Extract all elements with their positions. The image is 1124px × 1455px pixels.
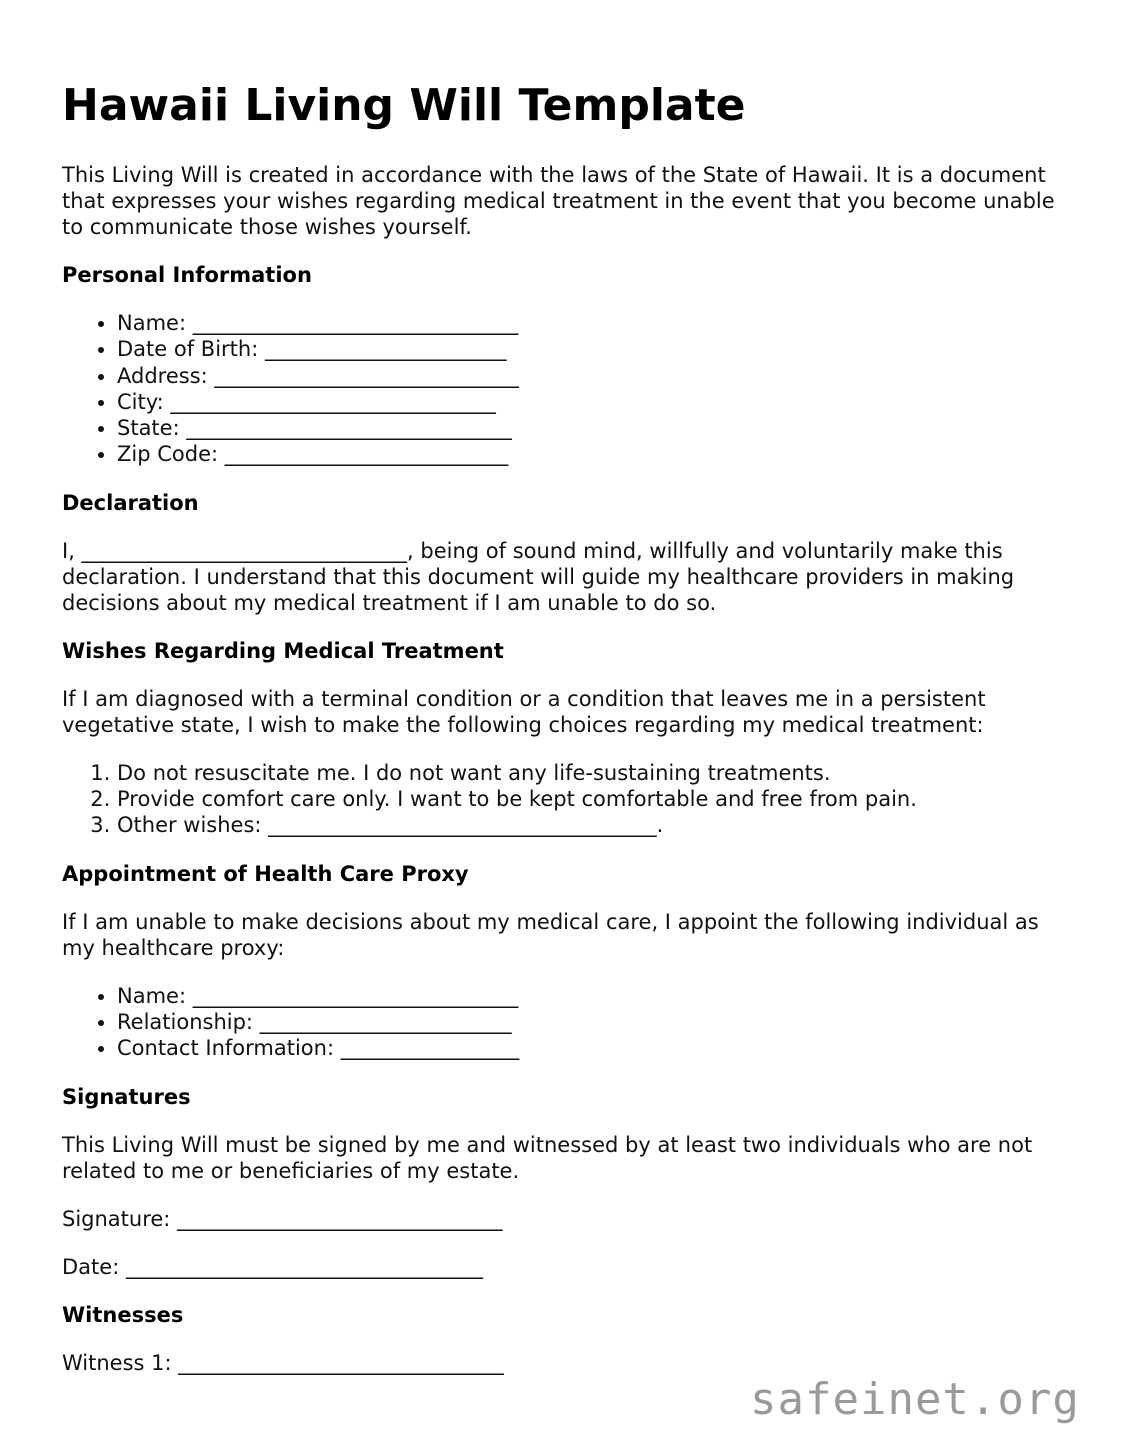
declaration-heading: Declaration <box>62 490 199 515</box>
intro-paragraph: This Living Will is created in accordance with the laws of the State of Hawaii. It is a document that expresses your wishes regarding medical treatment in the event that you become unable to communicate those wishes yourself. <box>62 163 1055 239</box>
declaration-paragraph: I, _______________________________, being of sound mind, willfully and voluntarily make this declaration. I understand that this document will guide my healthcare providers in making decisions about my medical treatment if I am unable to do so. <box>62 538 1015 615</box>
witness-1-line: Witness 1: _______________________________ <box>62 1350 504 1375</box>
signature-line: Signature: _______________________________ <box>62 1206 503 1231</box>
list-item: 3. Other wishes: _____________________________________. <box>117 812 1062 838</box>
list-item: • State: _______________________________ <box>117 415 1062 441</box>
document-page <box>62 78 1062 1398</box>
list-item: • Zip Code: ___________________________ <box>117 441 1062 467</box>
list-item: • City: _______________________________ <box>117 389 1062 415</box>
list-item: • Address: _____________________________ <box>117 363 1062 389</box>
proxy-paragraph: If I am unable to make decisions about my medical care, I appoint the following individual as my healthcare proxy: <box>62 909 1039 960</box>
list-item: • Contact Information: _________________ <box>117 1035 1062 1061</box>
witnesses-heading: Witnesses <box>62 1302 184 1327</box>
list-item: • Name: _______________________________ <box>117 983 1062 1009</box>
document-title: Hawaii Living Will Template <box>62 80 746 131</box>
wishes-heading: Wishes Regarding Medical Treatment <box>62 638 504 663</box>
list-item: • Relationship: ________________________ <box>117 1009 1062 1035</box>
signatures-heading: Signatures <box>62 1084 191 1109</box>
list-item: • Date of Birth: _______________________ <box>117 336 1062 362</box>
wishes-paragraph: If I am diagnosed with a terminal condition or a condition that leaves me in a persistent vegetative state, I wish to make the following choices regarding my medical treatment: <box>62 686 986 737</box>
date-line: Date: __________________________________ <box>62 1254 483 1279</box>
personal-information-heading: Personal Information <box>62 263 312 287</box>
personal-information-list <box>62 310 1062 468</box>
proxy-heading: Appointment of Health Care Proxy <box>62 861 469 886</box>
list-item: 2. Provide comfort care only. I want to be kept comfortable and free from pain. <box>117 786 1062 812</box>
proxy-list <box>62 983 1062 1062</box>
watermark: safeinet.org <box>750 1374 1080 1425</box>
list-item: • Name: _______________________________ <box>117 310 1062 336</box>
signatures-paragraph: This Living Will must be signed by me and witnessed by at least two individuals who are not related to me or beneficiaries of my estate. <box>62 1132 1033 1183</box>
wishes-list <box>62 760 1062 839</box>
list-item: 1. Do not resuscitate me. I do not want any life-sustaining treatments. <box>117 760 1062 786</box>
